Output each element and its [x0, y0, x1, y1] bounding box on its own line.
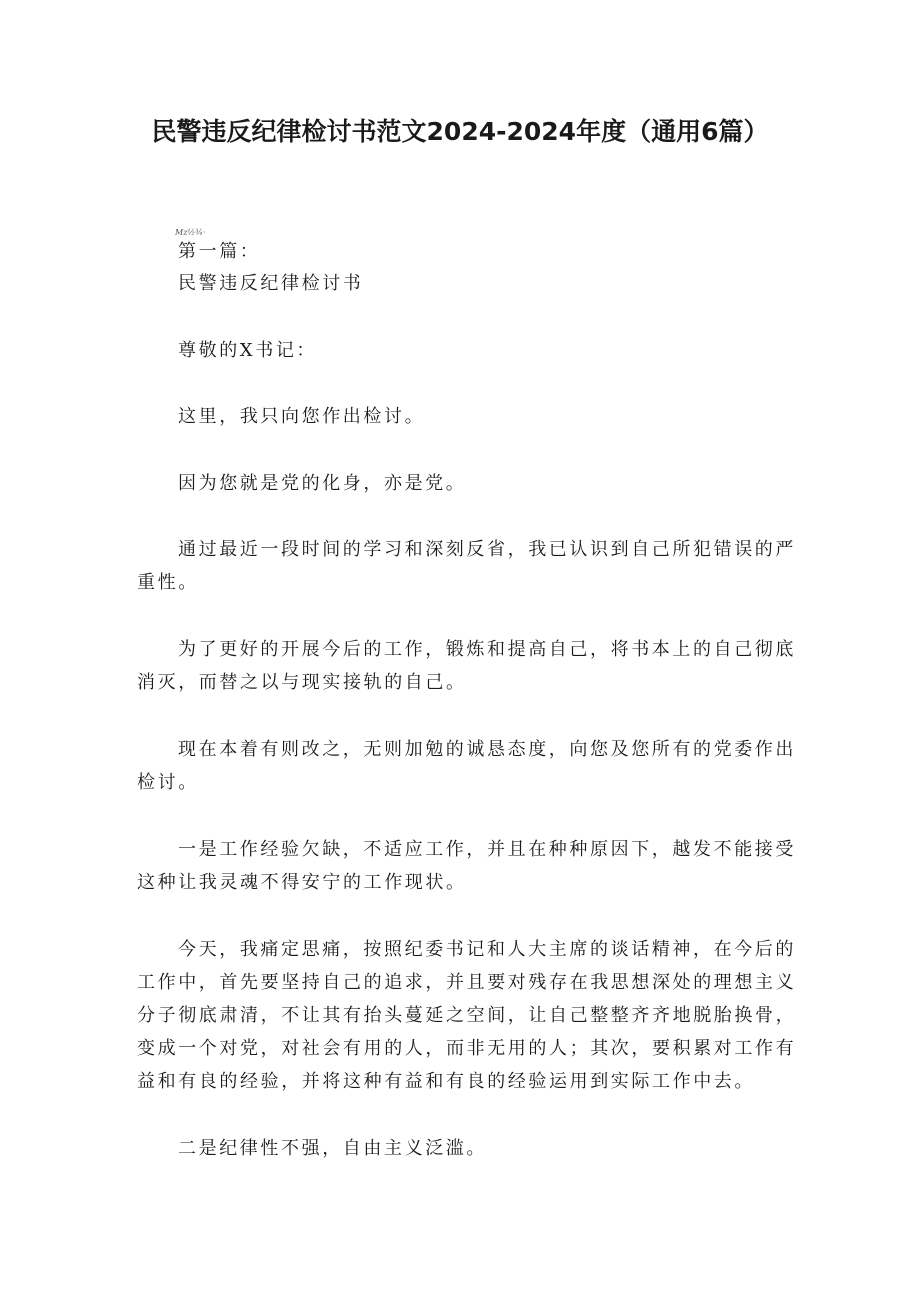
paragraph-line: 因为您就是党的化身，亦是党。: [178, 473, 467, 494]
section-heading: 第一篇：: [178, 241, 261, 262]
paragraph-line: 工作中，首先要坚持自己的追求，并且要对残存在我思想深处的理想主义: [137, 972, 797, 993]
small-mark: Mz½¾·: [175, 228, 206, 237]
document-title: 民警违反纪律检讨书范文2024-2024年度（通用6篇）: [151, 117, 769, 146]
paragraph-line: 二是纪律性不强，自由主义泛滥。: [178, 1138, 487, 1159]
paragraph-line: 分子彻底肃清，不让其有抬头蔓延之空间，让自己整整齐齐地脱胎换骨，: [137, 1005, 797, 1026]
paragraph-line: 变成一个对党，对社会有用的人，而非无用的人；其次，要积累对工作有: [137, 1038, 797, 1059]
paragraph-line: 一是工作经验欠缺，不适应工作，并且在种种原因下，越发不能接受: [178, 839, 796, 860]
paragraph-line: 检讨。: [137, 772, 199, 793]
paragraph-line: 为了更好的开展今后的工作，锻炼和提高自己，将书本上的自己彻底: [178, 639, 796, 660]
paragraph-line: 通过最近一段时间的学习和深刻反省，我已认识到自己所犯错误的严: [178, 539, 796, 560]
paragraph-line: 消灭，而替之以与现实接轨的自己。: [137, 672, 467, 693]
paragraph-line: 重性。: [137, 572, 199, 593]
paragraph-line: 现在本着有则改之，无则加勉的诚恳态度，向您及您所有的党委作出: [178, 739, 796, 760]
paragraph-line: 益和有良的经验，并将这种有益和有良的经验运用到实际工作中去。: [137, 1071, 755, 1092]
paragraph-line: 这里，我只向您作出检讨。: [178, 406, 426, 427]
salutation: 尊敬的X书记：: [178, 340, 318, 361]
paragraph-line: 这种让我灵魂不得安宁的工作现状。: [137, 872, 467, 893]
section-subtitle: 民警违反纪律检讨书: [178, 273, 364, 294]
paragraph-line: 今天，我痛定思痛，按照纪委书记和人大主席的谈话精神，在今后的: [178, 939, 796, 960]
